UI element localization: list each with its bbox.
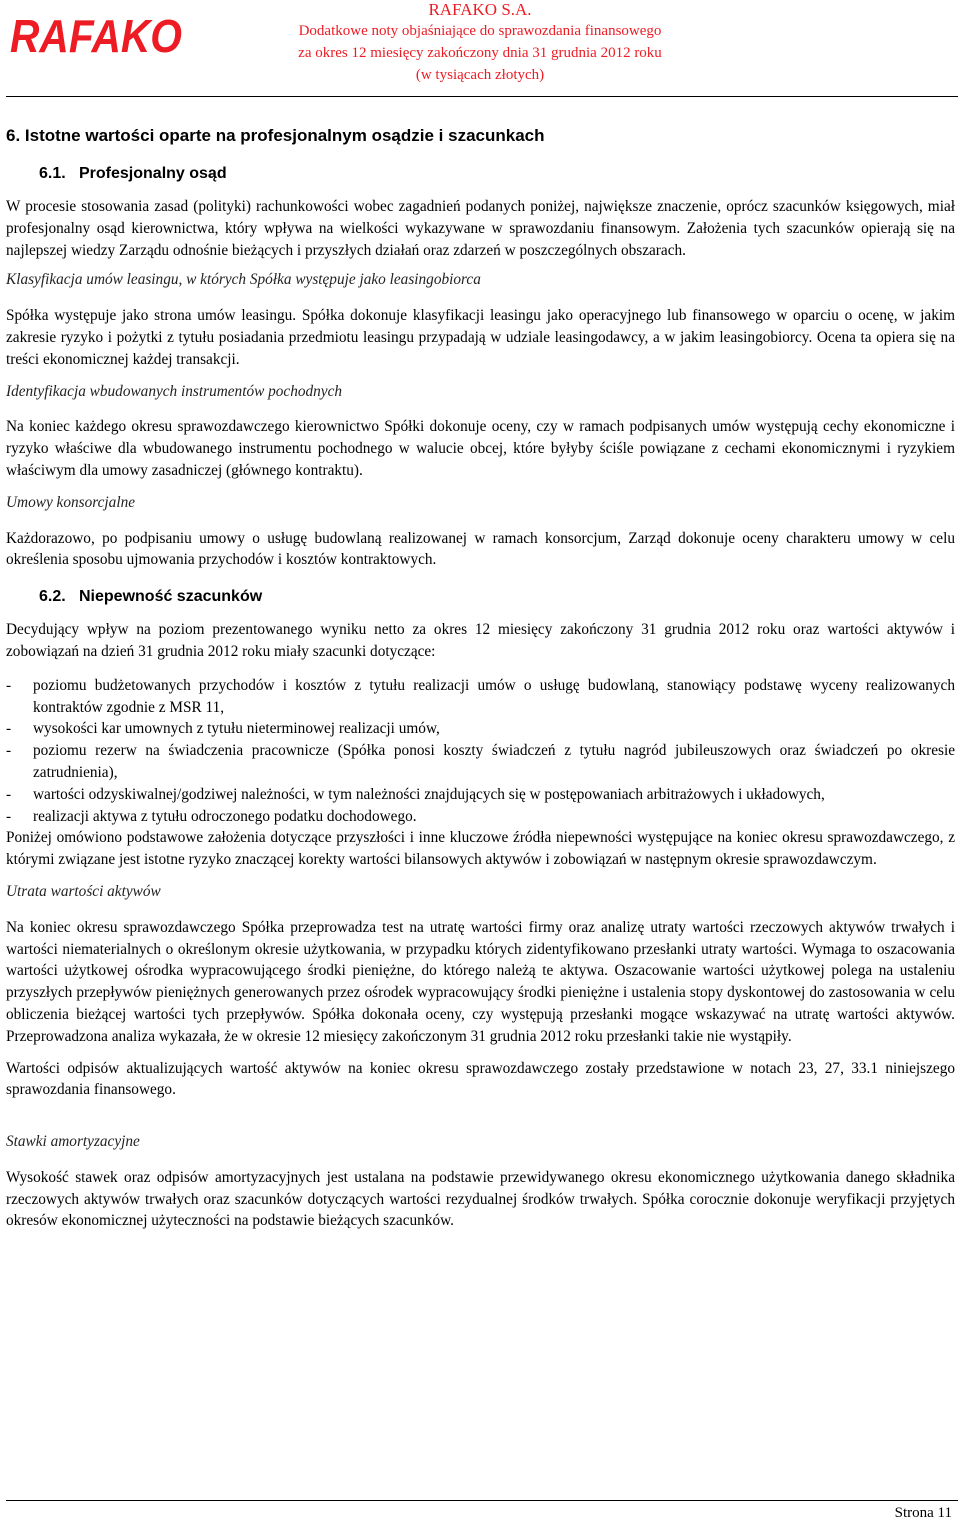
rafako-logo bbox=[8, 8, 184, 60]
paragraph: Na koniec każdego okresu sprawozdawczego kierownictwo Spółki dokonuje oceny, czy w ramach podpisanych umów występują cechy ekonomiczne i ryzyko właściwe dla wbudowanego instrumentu pochodnego w walucie obcej, które byłyby ściśle powiązane z cechami ekonomicznymi i ryzykiem właściwym dla umowy zasadniczej (głównego kontraktu). bbox=[6, 418, 955, 479]
subheading: Umowy konsorcjalne bbox=[6, 493, 136, 511]
paragraph: Wartości odpisów aktualizujących wartość aktywów na koniec okresu sprawozdawczego zostały przedstawione w notach 23, 27, 33.1 niniejszego sprawozdania finansowego. bbox=[6, 1059, 955, 1099]
report-period: za okres 12 miesięcy zakończony dnia 31 grudnia 2012 roku bbox=[298, 45, 662, 61]
list-item: - wysokości kar umownych z tytułu nieterminowej realizacji umów, bbox=[6, 720, 440, 738]
section-number: 6.2. bbox=[39, 588, 66, 606]
paragraph: Wysokość stawek oraz odpisów amortyzacyjnych jest ustalana na podstawie przewidywanego okresu ekonomicznego użytkowania danego składnika rzeczowych aktywów trwałych oraz szacunków dotyczących wartości rezydualnej środków trwałych. Spółka corocznie dokonuje weryfikacji przyjętych okresów ekonomicznej użyteczności na podstawie bieżących szacunków. bbox=[6, 1168, 955, 1230]
svg-text:RAFAKO: RAFAKO bbox=[10, 10, 183, 62]
list-item: - poziomu rezerw na świadczenia pracownicze (Spółka ponosi koszty świadczeń z tytułu nagród jubileuszowych oraz świadczeń po okresie zatrudnienia), bbox=[6, 742, 955, 781]
paragraph: Poniżej omówiono podstawowe założenia dotyczące przyszłości i inne kluczowe źródła niepewności występujące na koniec okresu sprawozdawczego, z którymi związane jest istotne ryzyko znaczącej korekty wartości bilansowych aktywów i zobowiązań w następnym okresie sprawozdawczym. bbox=[6, 829, 955, 869]
header-text-block bbox=[220, 0, 740, 86]
section-6-title: 6. Istotne wartości oparte na profesjonalnym osądzie i szacunkach bbox=[6, 126, 545, 145]
document-body bbox=[6, 124, 955, 1232]
section-6-1-heading bbox=[6, 163, 955, 185]
report-subtitle: Dodatkowe noty objaśniające do sprawozdania finansowego bbox=[298, 23, 662, 39]
subheading: Utrata wartości aktywów bbox=[6, 882, 161, 900]
list-item: - poziomu budżetowanych przychodów i kosztów z tytułu realizacji umów o usługę budowlaną, stanowiący podstawę wyceny realizowanych kontraktów zgodnie z MSR 11, bbox=[6, 676, 955, 716]
paragraph: Spółka występuje jako strona umów leasingu. Spółka dokonuje klasyfikacji leasingu jako operacyjnego lub finansowego w oparciu o ocenę, w jakim zakresie ryzyko i pożytki z tytułu posiadania przedmiotu leasingu przypadają w udziale leasingodawcy, a w jakim leasingobiorcy. Ocena ta opiera się na treści ekonomicznej każdej transakcji. bbox=[6, 307, 955, 368]
paragraph: Każdorazowo, po podpisaniu umowy o usługę budowlaną realizowanej w ramach konsorcjum, Zarząd dokonuje oceny charakteru umowy w celu określenia sposobu ujmowania przychodów i kosztów kontraktowych. bbox=[6, 529, 955, 569]
subheading: Stawki amortyzacyjne bbox=[6, 1133, 140, 1151]
section-6-2-heading bbox=[6, 586, 955, 608]
subheading: Identyfikacja wbudowanych instrumentów pochodnych bbox=[6, 382, 343, 400]
section-title: Profesjonalny osąd bbox=[79, 165, 227, 182]
page-header bbox=[0, 0, 960, 96]
subheading: Klasyfikacja umów leasingu, w których Spółka występuje jako leasingobiorca bbox=[6, 271, 481, 289]
page-number: Strona 11 bbox=[894, 1505, 952, 1521]
paragraph: W procesie stosowania zasad (polityki) rachunkowości wobec zagadnień podanych poniżej, największe znaczenie, oprócz szacunków księgowych, miał profesjonalny osąd kierownictwa, który wpływa na wielkości wykazywane w sprawozdaniu finansowym. Założenia tych szacunków opierają się na najlepszej wiedzy Zarządu odnośnie bieżących i przyszłych działań oraz zdarzeń w poszczególnych obszarach. bbox=[6, 198, 955, 259]
company-name: RAFAKO S.A. bbox=[428, 0, 532, 19]
section-number: 6.1. bbox=[39, 165, 66, 182]
list-item: - wartości odzyskiwalnej/godziwej należności, w tym należności znajdujących się w postępowaniach arbitrażowych i układowych, bbox=[6, 785, 825, 803]
paragraph: Decydujący wpływ na poziom prezentowanego wyniku netto za okres 12 miesięcy zakończony 31 grudnia 2012 roku oraz wartości aktywów i zobowiązań na dzień 31 grudnia 2012 roku miały szacunki dotyczące: bbox=[6, 621, 955, 660]
section-title: Niepewność szacunków bbox=[79, 588, 263, 606]
list-item: - realizacji aktywa z tytułu odroczonego podatku dochodowego. bbox=[6, 807, 417, 825]
footer-divider bbox=[6, 1500, 958, 1501]
estimates-list bbox=[6, 675, 955, 828]
report-unit: (w tysiącach złotych) bbox=[415, 67, 545, 83]
header-divider bbox=[6, 96, 958, 97]
paragraph: Na koniec okresu sprawozdawczego Spółka przeprowadza test na utratę wartości firmy oraz analizę utraty wartości rzeczowych aktywów trwałych i wartości niematerialnych o określonym okresie użytkowania, w przypadku których zidentyfikowano przesłanki utraty wartości. Wymaga to oszacowania wartości użytkowej ośrodka wypracowującego środki pieniężne, do którego należą te aktywa. Oszacowanie wartości użytkowej polega na ustaleniu przyszłych przepływów pieniężnych generowanych przez ośrodek wypracowujący środki pieniężne i ustalenia stopy dyskontowej do zastosowania w celu obliczenia bieżącej wartości tych przepływów. Spółka dokonała oceny, czy występują przesłanki mogące wskazywać na utratę wartości aktywów. Przeprowadzona analiza wykazała, że w okresie 12 miesięcy zakończonym 31 grudnia 2012 roku przesłanki takie nie wystąpiły. bbox=[6, 918, 955, 1045]
